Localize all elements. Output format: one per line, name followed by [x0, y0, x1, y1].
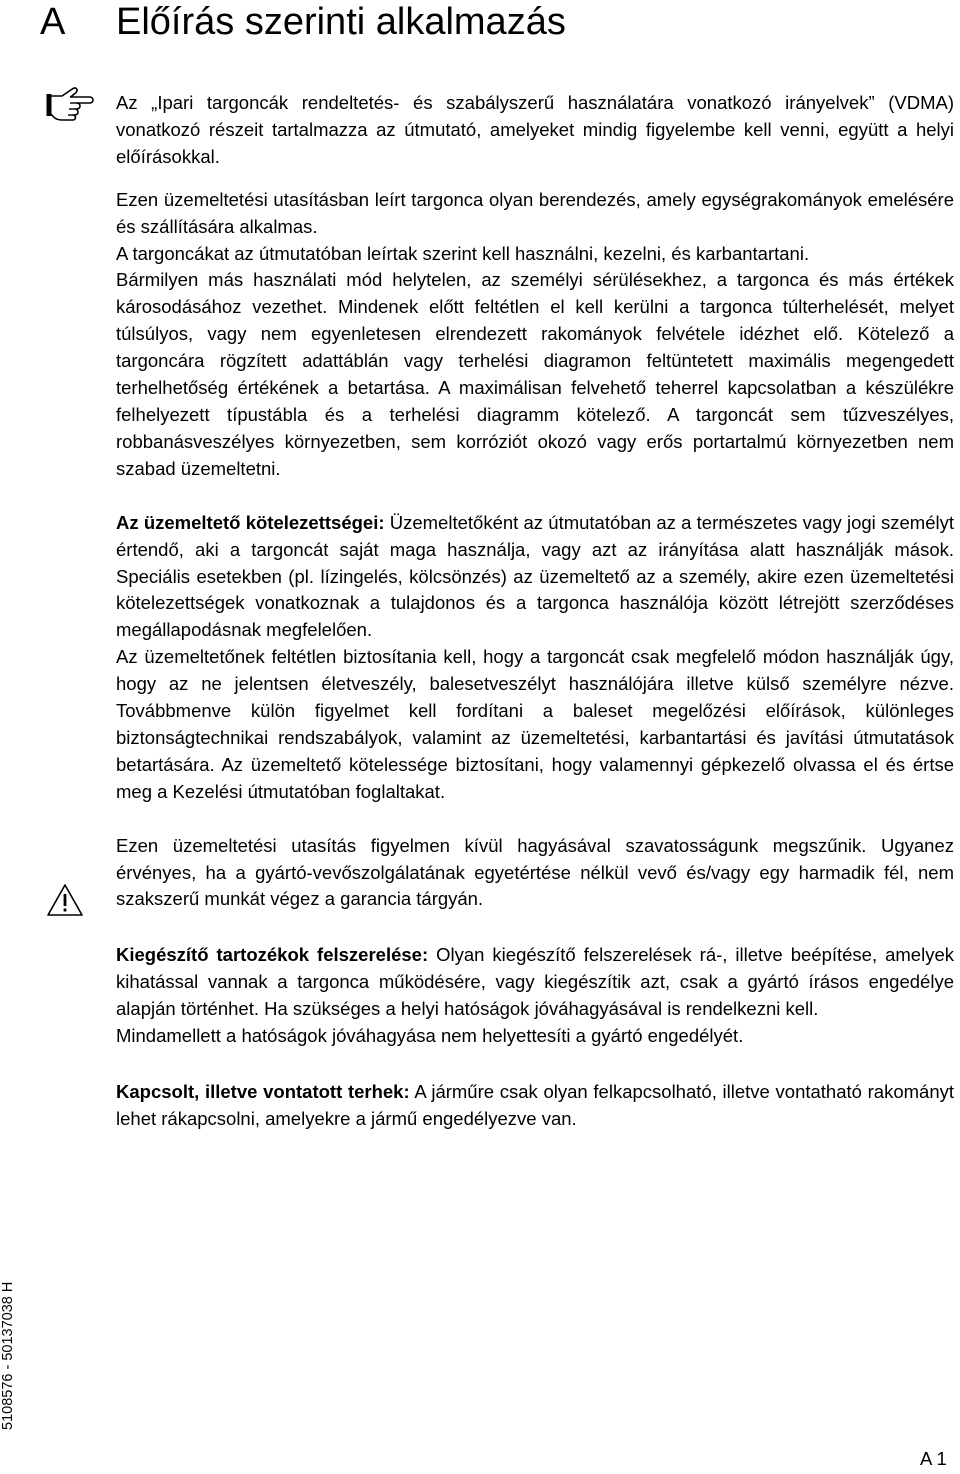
accessories-text: Olyan kiegészítő felszerelések rá-, illetve beépítése, amelyek kihatással vannak a targonca működésére, vagy kiegészítik azt, csak a gyártó írásos engedélye alapján történhet. Ha szükséges a helyi hatóságok jóváhagyásával is rendelkezni kell.: [116, 944, 954, 1020]
authority-approval-paragraph: Mindamellett a hatóságok jóváhagyása nem helyettesíti a gyártó engedélyét.: [116, 1025, 744, 1047]
warranty-paragraph: Ezen üzemeltetési utasítás figyelmen kívül hagyásával szavatosságunk megszűnik. Ugyanez érvényes, ha a gyártó-vevőszolgálatának egyetértése nélkül vevő és/vagy egy harmadik fél, nem szakszerű munkát végez a garancia tárgyán.: [116, 834, 954, 910]
operator-duties-text: Üzemeltetőként az útmutatóban az a természetes vagy jogi személyt értendő, aki a targoncát saját maga használja, vagy azt az irányítása alatt használják mások. Speciális esetekben (pl. lízingelés, kölcsönzés) az üzemeltető az a személy, akire ezen üzemeltetési kötelezettségek vonatkoznak a tulajdonos és a targonca használója között létrejött szerződéses megállapodásnak megfelelően.: [116, 511, 954, 641]
towed-loads-heading: Kapcsolt, illetve vontatott terhek:: [116, 1081, 410, 1102]
intended-use-paragraph: Ezen üzemeltetési utasításban leírt targonca olyan berendezés, amely egységrakományok emelésére és szállítására alkalmas.: [116, 188, 954, 237]
operator-duties-heading: Az üzemeltető kötelezettségei:: [116, 511, 385, 533]
accessories-paragraph: [116, 942, 954, 1023]
operator-duties-paragraph: [116, 510, 954, 645]
page-heading: [40, 0, 566, 44]
misuse-paragraph: Bármilyen más használati mód helytelen, az személyi sérülésekhez, a targonca és más értékek károsodásához vezethet. Mindenek előtt feltétlen el kell kerülni a targonca túlterhelését, melyet túlsúlyos, vagy nem egyenletesen elrendezett rakományok felvétele idézhet elő. Kötelező a targoncára rögzített adattáblán vagy terhelési diagramon feltüntetett maximális megengedett terhelhetőség értékének a betartása. A maximálisan felvehető teherrel kapcsolatban a készülékre felhelyezett típustábla és a terhelési diagramm kötelező. A targoncát sem tűzveszélyes, robbanásveszélyes környezetben, sem korróziót okozó vagy erős portartalmú környezetben nem szabad üzemeltetni.: [116, 269, 954, 479]
operator-safety-paragraph: Az üzemeltetőnek feltétlen biztosítania kell, hogy a targoncát csak megfelelő módon használják úgy, hogy az ne jelentsen életveszély, balesetveszélyt használójára illetve külső személyre nézve. Továbbmenve külön figyelmet kell fordítani a baleset megelőzési előírások, különleges biztonságtechnikai rendszabályok, valamint az üzemeltetési, karbantartási és javítási útmutatások betartására. Az üzemeltető kötelessége biztosítani, hogy valamennyi gépkezelő olvassa el és értse meg a Kezelési útmutatóban foglaltakat.: [116, 646, 954, 802]
towed-loads-paragraph: [116, 1079, 954, 1133]
vdma-note-paragraph: Az „Ipari targoncák rendeltetés- és szabályszerű használatára vonatkozó irányelvek” (VDMA) vonatkozó részeit tartalmazza az útmutató, amelyeket mindig figyelembe kell venni, együtt a helyi előírásokkal.: [116, 92, 954, 167]
towed-loads-text: A járműre csak olyan felkapcsolható, illetve vontatható rakományt lehet rákapcsolni, amelyekre a jármű engedélyezve van.: [116, 1081, 954, 1129]
main-content: [116, 90, 954, 1133]
usage-paragraph: A targoncákat az útmutatóban leírtak szerint kell használni, kezelni, és karbantartani.: [116, 242, 810, 264]
page-title: Előírás szerinti alkalmazás: [116, 1, 566, 43]
document-code: 5108576 - 50137038 H: [0, 1281, 16, 1430]
page-number: A 1: [920, 1448, 947, 1469]
section-letter: A: [40, 1, 66, 43]
accessories-heading: Kiegészítő tartozékok felszerelése:: [116, 944, 429, 966]
pointing-hand-icon: [46, 84, 94, 124]
warning-triangle-icon: [46, 883, 84, 917]
